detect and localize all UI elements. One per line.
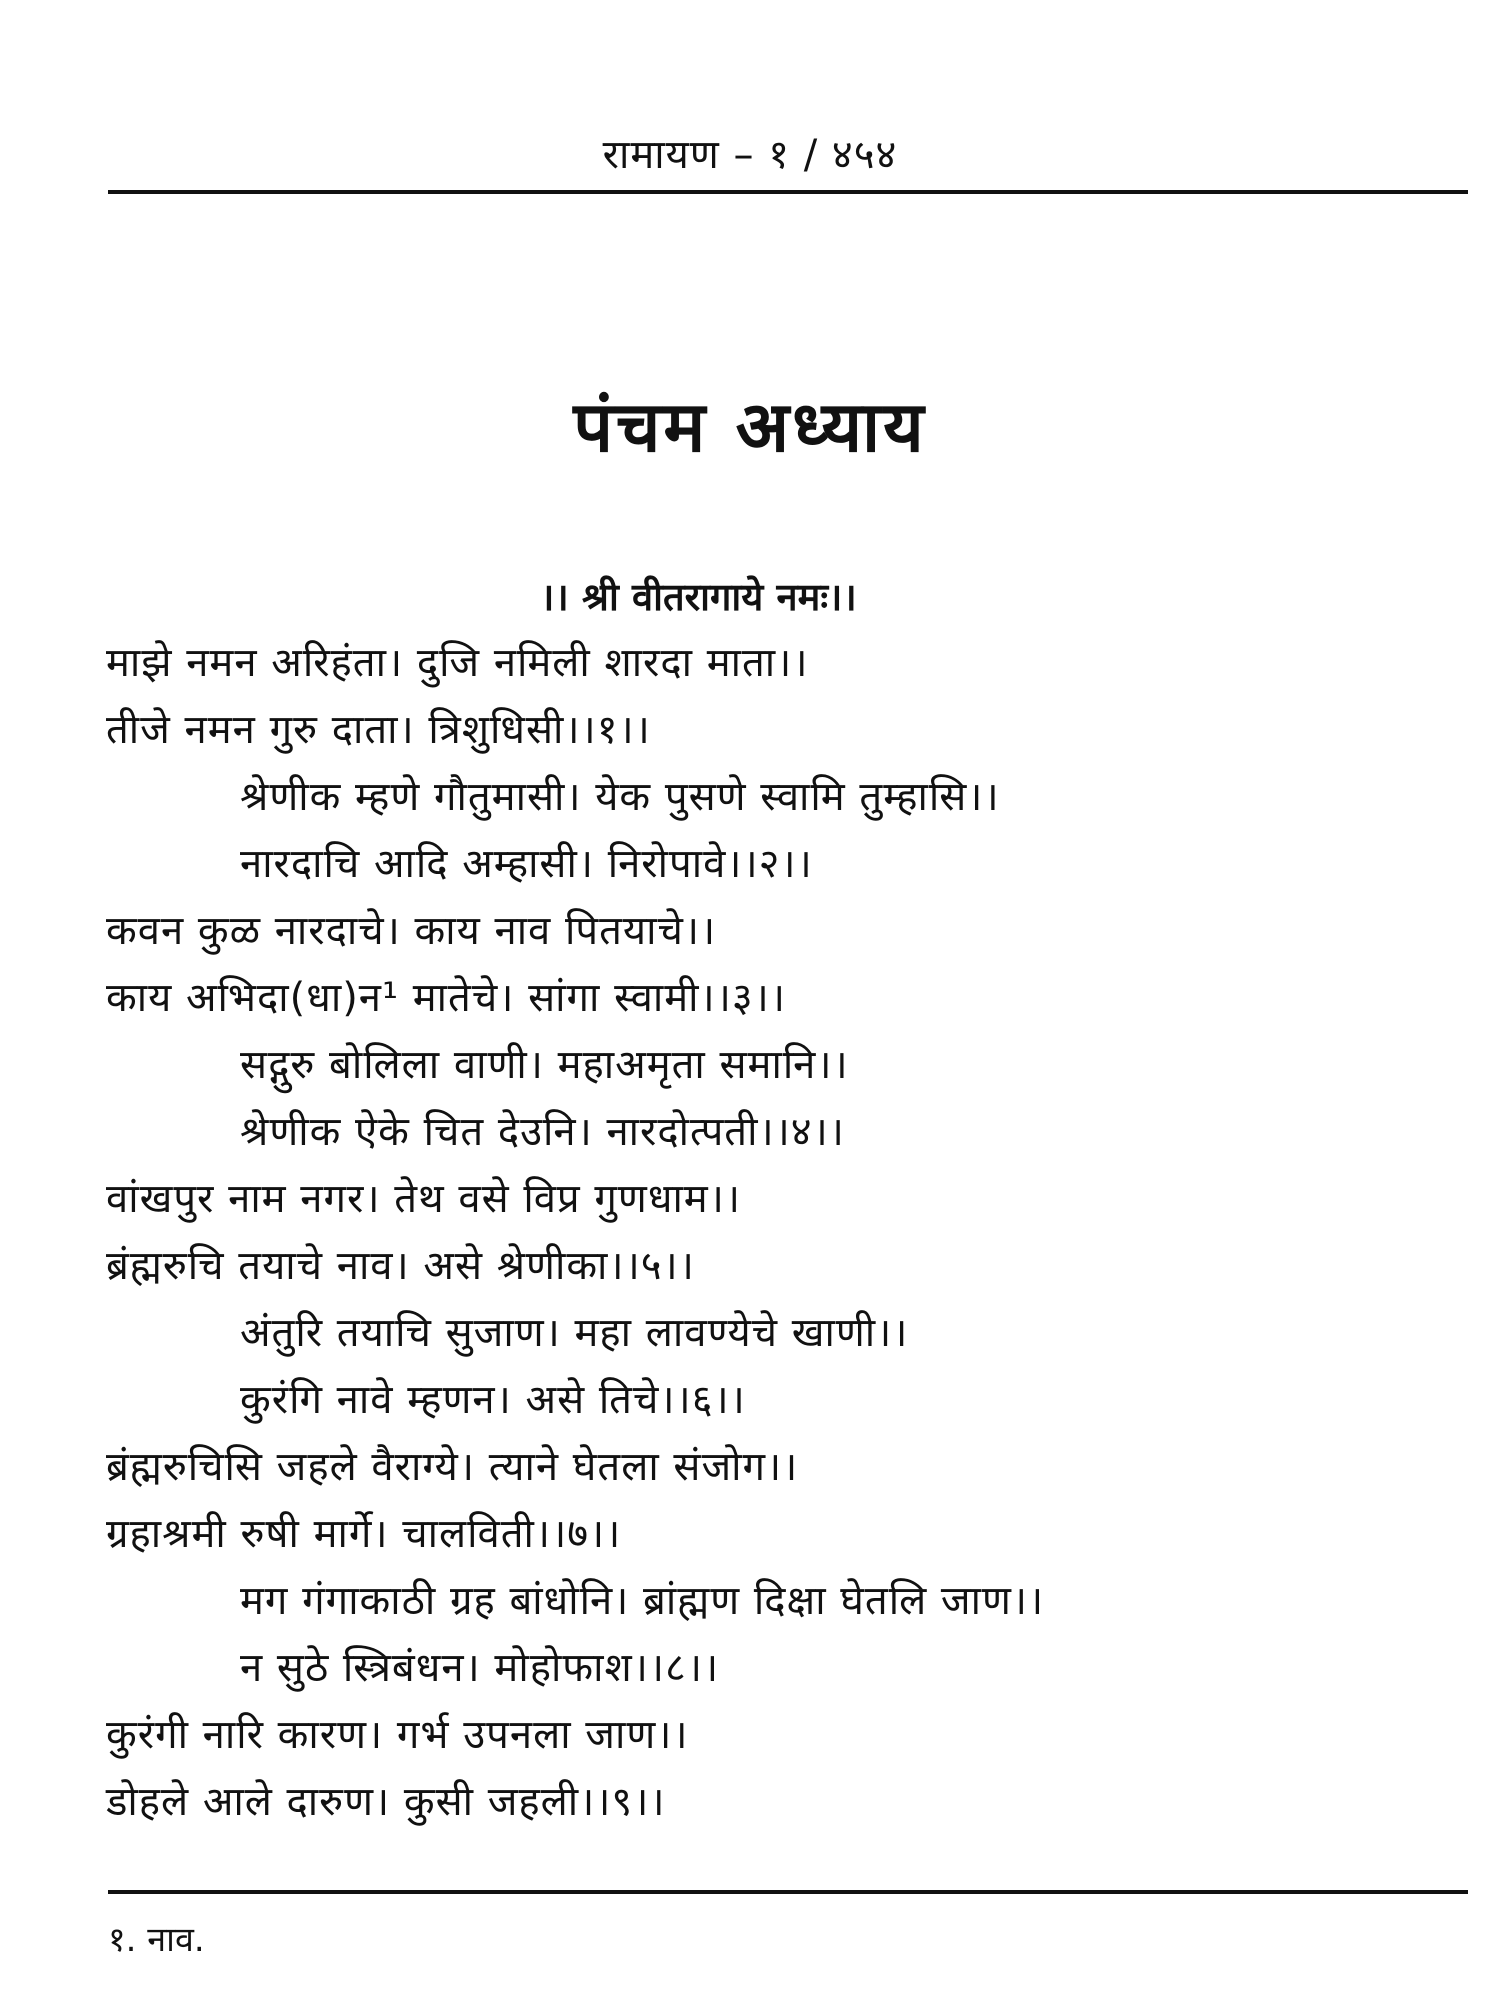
verse-line: ब्रंह्मरुचिसि जहले वैराग्ये। त्याने घेतला संजोग।। (106, 1444, 799, 1490)
verse-line: माझे नमन अरिहंता। दुजि नमिली शारदा माता।। (106, 640, 809, 686)
verse-line: श्रेणीक ऐके चित देउनि। नारदोत्पती।।४।। (240, 1109, 845, 1155)
footnote: १. नाव. (108, 1920, 205, 1960)
verse-line: मग गंगाकाठी ग्रह बांधोनि। ब्रांह्मण दिक्षा घेतलि जाण।। (240, 1578, 1045, 1624)
verse-line: कुरंगि नावे म्हणन। असे तिचे।।६।। (240, 1377, 746, 1423)
verse-line: सद्गुरु बोलिला वाणी। महाअमृता समानि।। (240, 1042, 849, 1088)
footnote-rule (108, 1890, 1468, 1894)
verse-line: ग्रहाश्रमी रुषी मार्गे। चालविती।।७।। (106, 1511, 622, 1557)
verse-line: कुरंगी नारि कारण। गर्भ उपनला जाण।। (106, 1712, 689, 1758)
invocation-line: ।। श्री वीतरागाये नमः।। (540, 575, 857, 619)
verse-line: काय अभिदा(धा)न¹ मातेचे। सांगा स्वामी।।३।। (106, 975, 786, 1021)
verse-line: श्रेणीक म्हणे गौतुमासी। येक पुसणे स्वामि तुम्हासि।। (240, 774, 1000, 820)
verse-line: अंतुरि तयाचि सुजाण। महा लावण्येचे खाणी।। (240, 1310, 909, 1356)
verse-line: न सुठे स्त्रिबंधन। मोहोफाश।।८।। (240, 1645, 720, 1691)
verse-line: कवन कुळ नारदाचे। काय नाव पितयाचे।। (106, 908, 717, 954)
verse-line: तीजे नमन गुरु दाता। त्रिशुधिसी।।१।। (106, 707, 651, 753)
verse-line: नारदाचि आदि अम्हासी। निरोपावे।।२।। (240, 841, 813, 887)
verse-line: ब्रंह्मरुचि तयाचे नाव। असे श्रेणीका।।५।। (106, 1243, 695, 1289)
verse-line: वांखपुर नाम नगर। तेथ वसे विप्र गुणधाम।। (106, 1176, 742, 1222)
verse-line: डोहले आले दारुण। कुसी जहली।।९।। (106, 1779, 666, 1825)
chapter-title: पंचम अध्याय (573, 386, 927, 468)
header-rule (108, 190, 1468, 194)
running-header: रामायण – १ / ४५४ (602, 132, 898, 178)
